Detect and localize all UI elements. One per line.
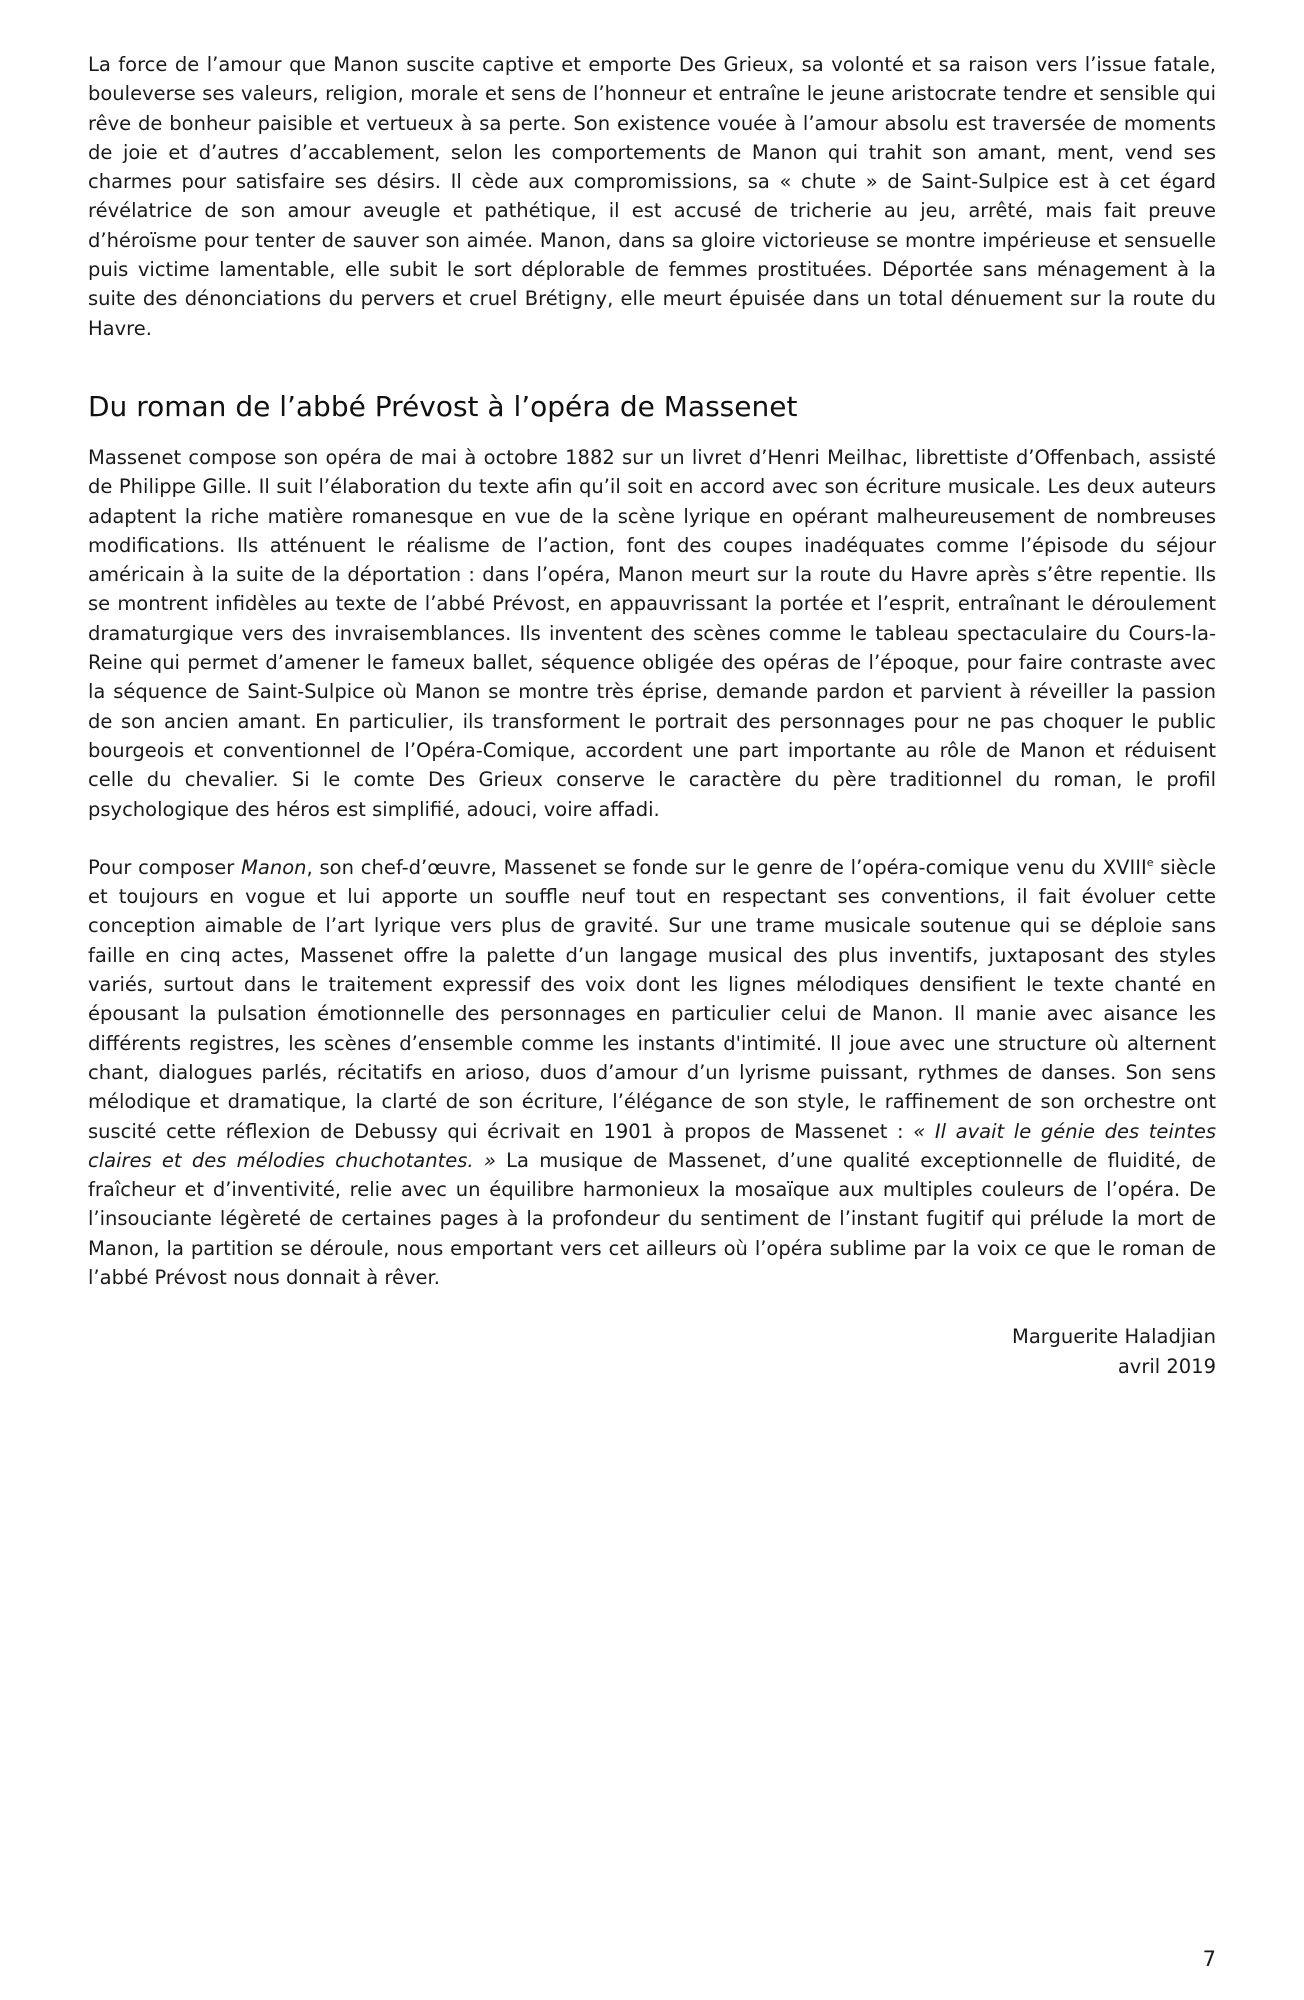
- opera-title: Manon: [241, 855, 307, 879]
- paragraph-text: Pour composer: [88, 855, 242, 879]
- document-page: [88, 50, 1216, 1381]
- paragraph-text: La musique de Massenet, d’une qualité exceptionnelle de fluidité, de fraîcheur et d’inventivité, relie avec un équilibre harmonieux la mosaïque aux multiples couleurs de l’opéra. De l’insouciante légèreté de certaines pages à la profondeur du sentiment de l’instant fugitif qui prélude la mort de Manon, la partition se déroule, nous emportant vers cet ailleurs où l’opéra sublime par la voix ce que le roman de l’abbé Prévost nous donnait à rêver.: [88, 1148, 1216, 1289]
- section-heading: Du roman de l’abbé Prévost à l’opéra de Massenet: [88, 389, 798, 423]
- debussy-quote: « Il avait le génie des teintes claires et des mélodies chuchotantes. »: [88, 1119, 1216, 1172]
- page-number: 7: [1202, 1947, 1216, 1971]
- section-paragraph-2: [88, 853, 1216, 1292]
- section-paragraph-1: Massenet compose son opéra de mai à octobre 1882 sur un livret d’Henri Meilhac, librettiste d’Offenbach, assisté de Philippe Gille. Il suit l’élaboration du texte afin qu’il soit en accord avec son écriture musicale. Les deux auteurs adaptent la riche matière romanesque en vue de la scène lyrique en opérant malheureusement de nombreuses modifications. Ils atténuent le réalisme de l’action, font des coupes inadéquates comme l’épisode du séjour américain à la suite de la déportation : dans l’opéra, Manon meurt sur la route du Havre après s’être repentie. Ils se montrent infidèles au texte de l’abbé Prévost, en appauvrissant la portée et l’esprit, entraînant le déroulement dramaturgique vers des invraisemblances. Ils inventent des scènes comme le tableau spectaculaire du Cours-la-Reine qui permet d’amener le fameux ballet, séquence obligée des opéras de l’époque, pour faire contraste avec la séquence de Saint-Sulpice où Manon se montre très éprise, demande pardon et parvient à réveiller la passion de son ancien amant. En particulier, ils transforment le portrait des personnages pour ne pas choquer le public bourgeois et conventionnel de l’Opéra-Comique, accordent une part importante au rôle de Manon et réduisent celle du chevalier. Si le comte Des Grieux conserve le caractère du père traditionnel du roman, le profil psychologique des héros est simplifié, adouci, voire affadi.: [88, 445, 1216, 821]
- signature-date: avril 2019: [1117, 1354, 1216, 1378]
- paragraph-text: siècle et toujours en vogue et lui apporte un souffle neuf tout en respectant ses conventions, il fait évoluer cette conception aimable de l’art lyrique vers plus de gravité. Sur une trame musicale soutenue qui se déploie sans faille en cinq actes, Massenet offre la palette d’un langage musical des plus inventifs, juxtaposant des styles variés, surtout dans le traitement expressif des voix dont les lignes mélodiques densifient le texte chanté en épousant la pulsation émotionnelle des personnages en particulier celui de Manon. Il manie avec aisance les différents registres, les scènes d’ensemble comme les instants d'intimité. Il joue avec une structure où alternent chant, dialogues parlés, récitatifs en arioso, duos d’amour d’un lyrisme puissant, rythmes de danses. Son sens mélodique et dramatique, la clarté de son écriture, l’élégance de son style, le raffinement de son orchestre ont suscité cette réflexion de Debussy qui écrivait en 1901 à propos de Massenet :: [88, 855, 1216, 1143]
- intro-paragraph: La force de l’amour que Manon suscite captive et emporte Des Grieux, sa volonté et sa raison vers l’issue fatale, bouleverse ses valeurs, religion, morale et sens de l’honneur et entraîne le jeune aristocrate tendre et sensible qui rêve de bonheur paisible et vertueux à sa perte. Son existence vouée à l’amour absolu est traversée de moments de joie et d’autres d’accablement, selon les comportements de Manon qui trahit son amant, ment, vend ses charmes pour satisfaire ses désirs. Il cède aux compromissions, sa « chute » de Saint-Sulpice est à cet égard révélatrice de son amour aveugle et pathétique, il est accusé de tricherie au jeu, arrêté, mais fait preuve d’héroïsme pour tenter de sauver son aimée. Manon, dans sa gloire victorieuse se montre impérieuse et sensuelle puis victime lamentable, elle subit le sort déplorable de femmes prostituées. Déportée sans ménagement à la suite des dénonciations du pervers et cruel Brétigny, elle meurt épuisée dans un total dénuement sur la route du Havre.: [88, 53, 1216, 340]
- century-superscript: e: [1146, 855, 1154, 869]
- paragraph-text: , son chef-d’œuvre, Massenet se fonde sur le genre de l’opéra-comique venu du XVIII: [306, 855, 1147, 879]
- author-name: Marguerite Haladjian: [1012, 1325, 1216, 1349]
- signature-block: [88, 1322, 1216, 1381]
